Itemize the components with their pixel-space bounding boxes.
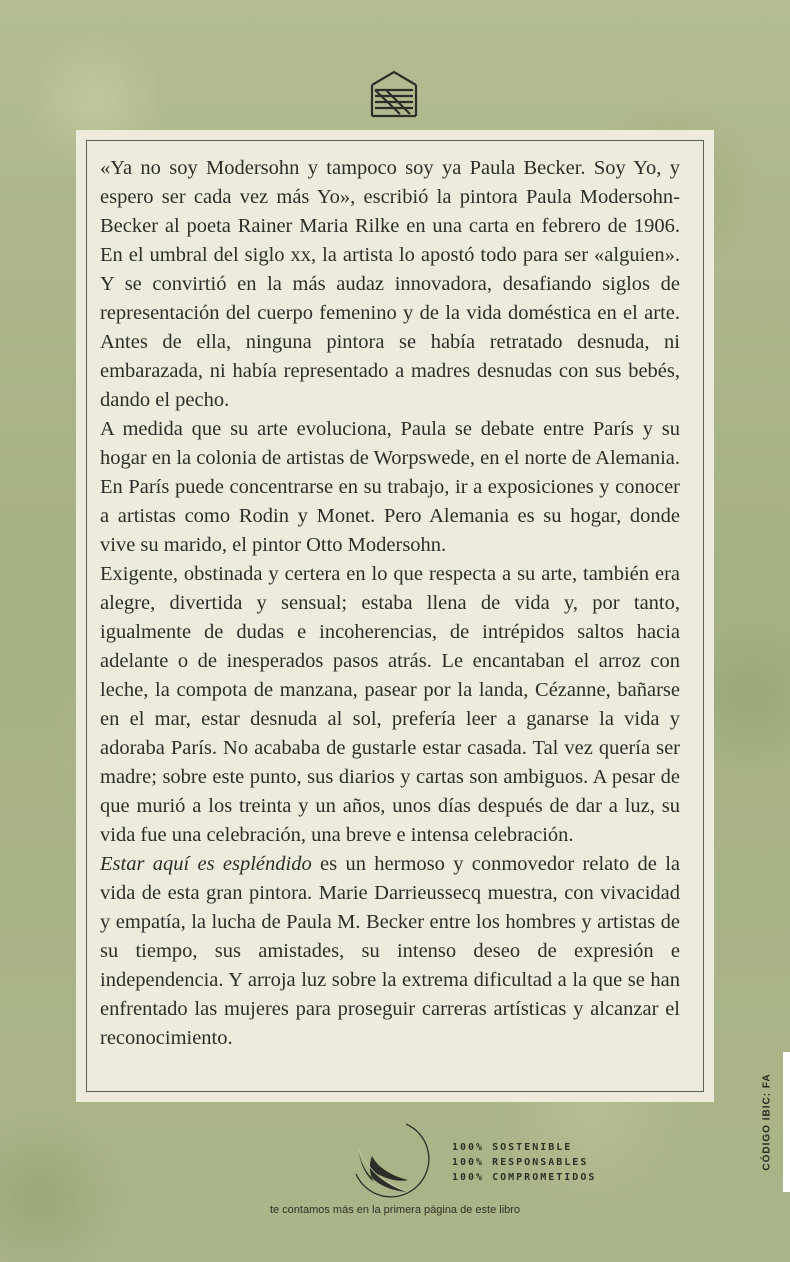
ibic-strip (783, 1052, 790, 1192)
ibic-code (758, 1072, 776, 1172)
claim-comprometidos: 100% COMPROMETIDOS (452, 1172, 597, 1183)
blurb-text (100, 154, 680, 1053)
blurb-paragraph-2: A medida que su arte evoluciona, Paula se debate entre París y su hogar en la colonia de artistas de Worpswede, en el norte de Alemania. En París puede concentrarse en su trabajo, ir a exposiciones y conocer a artistas como Rodin y Monet. Pero Alemania es su hogar, donde vive su marido, el pintor Otto Modersohn. (100, 418, 680, 556)
blurb-paragraph-3: Exigente, obstinada y certera en lo que respecta a su arte, también era alegre, divertida y sensual; estaba llena de vida y, por tanto, igualmente de dudas e incoherencias, de intrépidos saltos hacia adelante o de inesperados pasos atrás. Le encantaban el arroz con leche, la compota de manzana, pasear por la landa, Cézanne, bañarse en el mar, estar desnuda al sol, prefería leer a ganarse la vida y adoraba París. No acababa de gustarle estar casada. Tal vez quería ser madre; sobre este punto, sus diarios y cartas son ambiguos. A pesar de que murió a los treinta y un años, unos días después de dar a luz, su vida fue una celebración, una breve e intensa celebración. (100, 563, 680, 846)
blurb-paragraph-4 (100, 850, 680, 1053)
blurb-paragraph-4-text: es un hermoso y conmovedor relato de la vida de esta gran pintora. Marie Darrieussecq muestra, con vivacidad y empatía, la lucha de Paula M. Becker entre los hombres y artistas de su tiempo, sus amistades, su intenso deseo de expresión e independencia. Y arroja luz sobre la extrema dificultad a la que se han enfrentado las mujeres para proseguir carreras artísticas y alcanzar el reconocimiento. (100, 853, 680, 1049)
claim-sostenible: 100% SOSTENIBLE (452, 1142, 573, 1153)
blurb-panel (76, 130, 714, 1102)
ibic-code-label: CÓDIGO IBIC: FA (761, 1073, 773, 1171)
claim-responsables: 100% RESPONSABLES (452, 1157, 589, 1168)
sustainability-claims (452, 1140, 596, 1185)
building-logo-icon (370, 70, 418, 118)
leaf-circle-icon (348, 1118, 432, 1202)
book-title: Estar aquí es espléndido (100, 853, 312, 875)
blurb-paragraph-1: «Ya no soy Modersohn y tampoco soy ya Paula Becker. Soy Yo, y espero ser cada vez más Yo», escribió la pintora Paula Modersohn-Becker al poeta Rainer Maria Rilke en una carta en febrero de 1906. En el umbral del siglo xx, la artista lo apostó todo para ser «alguien». Y se convirtió en la más audaz innovadora, desafiando siglos de representación del cuerpo femenino y de la vida doméstica en el arte. Antes de ella, ninguna pintora se había retratado desnuda, ni embarazada, ni había representado a madres desnudas con sus bebés, dando el pecho. (100, 157, 680, 411)
sustainability-note: te contamos más en la primera página de este libro (269, 1204, 521, 1216)
